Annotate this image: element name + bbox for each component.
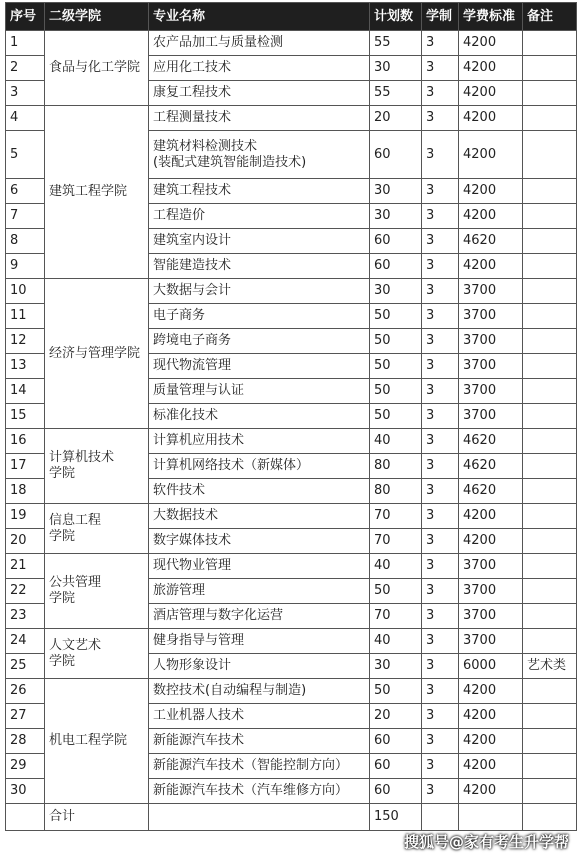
row-no: 11 — [6, 304, 45, 329]
plan-count: 60 — [370, 779, 422, 804]
tuition-fee: 3700 — [459, 379, 523, 404]
row-no: 14 — [6, 379, 45, 404]
table-row — [6, 106, 577, 131]
plan-count: 60 — [370, 754, 422, 779]
college-name: 经济与管理学院 — [45, 279, 149, 429]
header-college: 二级学院 — [45, 3, 149, 31]
major-name: 农产品加工与质量检测 — [149, 31, 370, 56]
major-name: 建筑材料检测技术 (装配式建筑智能制造技术) — [149, 131, 370, 179]
college-name: 公共管理 学院 — [45, 554, 149, 629]
empty-cell — [459, 804, 523, 831]
row-no: 9 — [6, 254, 45, 279]
row-no: 6 — [6, 179, 45, 204]
tuition-fee: 3700 — [459, 304, 523, 329]
note — [523, 56, 577, 81]
plan-count: 40 — [370, 554, 422, 579]
table-row — [6, 679, 577, 704]
row-no: 17 — [6, 454, 45, 479]
major-name: 大数据与会计 — [149, 279, 370, 304]
tuition-fee: 4200 — [459, 204, 523, 229]
note — [523, 554, 577, 579]
note: 艺术类 — [523, 654, 577, 679]
study-years: 3 — [422, 704, 459, 729]
study-years: 3 — [422, 279, 459, 304]
tuition-fee: 4620 — [459, 479, 523, 504]
plan-count: 30 — [370, 56, 422, 81]
tuition-fee: 4200 — [459, 704, 523, 729]
row-no: 26 — [6, 679, 45, 704]
study-years: 3 — [422, 106, 459, 131]
row-no: 4 — [6, 106, 45, 131]
tuition-fee: 3700 — [459, 554, 523, 579]
row-no: 23 — [6, 604, 45, 629]
total-label: 合计 — [45, 804, 149, 831]
note — [523, 131, 577, 179]
plan-count: 30 — [370, 179, 422, 204]
study-years: 3 — [422, 56, 459, 81]
study-years: 3 — [422, 679, 459, 704]
study-years: 3 — [422, 354, 459, 379]
tuition-fee: 4200 — [459, 504, 523, 529]
college-name: 建筑工程学院 — [45, 106, 149, 279]
major-name: 康复工程技术 — [149, 81, 370, 106]
major-name: 新能源汽车技术（汽车维修方向） — [149, 779, 370, 804]
study-years: 3 — [422, 179, 459, 204]
study-years: 3 — [422, 204, 459, 229]
row-no: 20 — [6, 529, 45, 554]
study-years: 3 — [422, 479, 459, 504]
row-no: 21 — [6, 554, 45, 579]
major-name: 计算机应用技术 — [149, 429, 370, 454]
major-name: 应用化工技术 — [149, 56, 370, 81]
tuition-fee: 4200 — [459, 254, 523, 279]
study-years: 3 — [422, 554, 459, 579]
college-name: 机电工程学院 — [45, 679, 149, 804]
note — [523, 81, 577, 106]
note — [523, 279, 577, 304]
major-name: 新能源汽车技术 — [149, 729, 370, 754]
note — [523, 704, 577, 729]
row-no: 2 — [6, 56, 45, 81]
study-years: 3 — [422, 304, 459, 329]
college-name: 信息工程 学院 — [45, 504, 149, 554]
note — [523, 229, 577, 254]
plan-count: 50 — [370, 329, 422, 354]
plan-count: 60 — [370, 729, 422, 754]
plan-count: 80 — [370, 479, 422, 504]
major-name: 建筑工程技术 — [149, 179, 370, 204]
plan-count: 20 — [370, 106, 422, 131]
plan-count: 70 — [370, 604, 422, 629]
major-name: 计算机网络技术（新媒体） — [149, 454, 370, 479]
study-years: 3 — [422, 329, 459, 354]
college-name: 计算机技术 学院 — [45, 429, 149, 504]
plan-count: 60 — [370, 131, 422, 179]
major-name: 酒店管理与数字化运营 — [149, 604, 370, 629]
table-row — [6, 279, 577, 304]
row-no: 27 — [6, 704, 45, 729]
tuition-fee: 4200 — [459, 31, 523, 56]
plan-count: 70 — [370, 529, 422, 554]
row-no: 13 — [6, 354, 45, 379]
study-years: 3 — [422, 131, 459, 179]
note — [523, 354, 577, 379]
row-no: 30 — [6, 779, 45, 804]
plan-count: 55 — [370, 81, 422, 106]
plan-count: 50 — [370, 404, 422, 429]
study-years: 3 — [422, 254, 459, 279]
plan-count: 30 — [370, 654, 422, 679]
study-years: 3 — [422, 579, 459, 604]
note — [523, 254, 577, 279]
plan-count: 50 — [370, 379, 422, 404]
study-years: 3 — [422, 629, 459, 654]
tuition-fee: 4200 — [459, 131, 523, 179]
major-name: 标准化技术 — [149, 404, 370, 429]
plan-count: 40 — [370, 629, 422, 654]
study-years: 3 — [422, 729, 459, 754]
study-years: 3 — [422, 454, 459, 479]
study-years: 3 — [422, 379, 459, 404]
study-years: 3 — [422, 779, 459, 804]
note — [523, 479, 577, 504]
tuition-fee: 4200 — [459, 729, 523, 754]
empty-cell — [523, 804, 577, 831]
row-no: 29 — [6, 754, 45, 779]
major-name: 数控技术(自动编程与制造) — [149, 679, 370, 704]
study-years: 3 — [422, 404, 459, 429]
row-no: 15 — [6, 404, 45, 429]
note — [523, 754, 577, 779]
plan-count: 30 — [370, 204, 422, 229]
table-row — [6, 31, 577, 56]
row-no: 24 — [6, 629, 45, 654]
note — [523, 679, 577, 704]
plan-count: 60 — [370, 254, 422, 279]
major-name: 现代物流管理 — [149, 354, 370, 379]
tuition-fee: 4200 — [459, 754, 523, 779]
tuition-fee: 3700 — [459, 404, 523, 429]
enrollment-table — [5, 2, 577, 831]
tuition-fee: 4200 — [459, 779, 523, 804]
tuition-fee: 4620 — [459, 454, 523, 479]
note — [523, 504, 577, 529]
row-no: 1 — [6, 31, 45, 56]
table-row — [6, 629, 577, 654]
study-years: 3 — [422, 604, 459, 629]
study-years: 3 — [422, 81, 459, 106]
total-plan: 150 — [370, 804, 422, 831]
row-no: 10 — [6, 279, 45, 304]
major-name: 建筑室内设计 — [149, 229, 370, 254]
note — [523, 179, 577, 204]
empty-cell — [6, 804, 45, 831]
note — [523, 329, 577, 354]
note — [523, 429, 577, 454]
major-name: 人物形象设计 — [149, 654, 370, 679]
tuition-fee: 4620 — [459, 229, 523, 254]
note — [523, 629, 577, 654]
table-row — [6, 429, 577, 454]
row-no: 25 — [6, 654, 45, 679]
note — [523, 304, 577, 329]
row-no: 3 — [6, 81, 45, 106]
study-years: 3 — [422, 31, 459, 56]
note — [523, 729, 577, 754]
college-name: 食品与化工学院 — [45, 31, 149, 106]
note — [523, 204, 577, 229]
table-row — [6, 554, 577, 579]
major-name: 工业机器人技术 — [149, 704, 370, 729]
watermark: 搜狐号@家有考生升学帮 — [403, 833, 569, 851]
table-header — [6, 3, 577, 31]
note — [523, 31, 577, 56]
study-years: 3 — [422, 654, 459, 679]
total-row — [6, 804, 577, 831]
study-years: 3 — [422, 229, 459, 254]
header-years: 学制 — [422, 3, 459, 31]
tuition-fee: 3700 — [459, 354, 523, 379]
tuition-fee: 3700 — [459, 279, 523, 304]
row-no: 28 — [6, 729, 45, 754]
plan-count: 40 — [370, 429, 422, 454]
header-major: 专业名称 — [149, 3, 370, 31]
tuition-fee: 4200 — [459, 56, 523, 81]
study-years: 3 — [422, 504, 459, 529]
note — [523, 404, 577, 429]
study-years: 3 — [422, 529, 459, 554]
tuition-fee: 4200 — [459, 81, 523, 106]
plan-count: 60 — [370, 229, 422, 254]
tuition-fee: 4620 — [459, 429, 523, 454]
tuition-fee: 3700 — [459, 579, 523, 604]
empty-cell — [422, 804, 459, 831]
plan-count: 50 — [370, 354, 422, 379]
plan-count: 50 — [370, 304, 422, 329]
plan-count: 20 — [370, 704, 422, 729]
major-name: 软件技术 — [149, 479, 370, 504]
plan-count: 80 — [370, 454, 422, 479]
row-no: 16 — [6, 429, 45, 454]
row-no: 7 — [6, 204, 45, 229]
note — [523, 604, 577, 629]
tuition-fee: 3700 — [459, 329, 523, 354]
major-name: 大数据技术 — [149, 504, 370, 529]
row-no: 5 — [6, 131, 45, 179]
major-name: 跨境电子商务 — [149, 329, 370, 354]
major-name: 工程测量技术 — [149, 106, 370, 131]
plan-count: 55 — [370, 31, 422, 56]
note — [523, 779, 577, 804]
major-name: 数字媒体技术 — [149, 529, 370, 554]
tuition-fee: 4200 — [459, 529, 523, 554]
note — [523, 454, 577, 479]
row-no: 8 — [6, 229, 45, 254]
header-no: 序号 — [6, 3, 45, 31]
major-name: 健身指导与管理 — [149, 629, 370, 654]
empty-cell — [149, 804, 370, 831]
note — [523, 579, 577, 604]
major-name: 质量管理与认证 — [149, 379, 370, 404]
table-body — [6, 31, 577, 831]
major-name: 工程造价 — [149, 204, 370, 229]
row-no: 19 — [6, 504, 45, 529]
major-name: 电子商务 — [149, 304, 370, 329]
row-no: 22 — [6, 579, 45, 604]
table-row — [6, 504, 577, 529]
major-name: 现代物业管理 — [149, 554, 370, 579]
tuition-fee: 6000 — [459, 654, 523, 679]
header-note: 备注 — [523, 3, 577, 31]
study-years: 3 — [422, 429, 459, 454]
major-name: 旅游管理 — [149, 579, 370, 604]
header-fee: 学费标准 — [459, 3, 523, 31]
major-name: 智能建造技术 — [149, 254, 370, 279]
plan-count: 30 — [370, 279, 422, 304]
note — [523, 106, 577, 131]
tuition-fee: 4200 — [459, 679, 523, 704]
note — [523, 379, 577, 404]
row-no: 18 — [6, 479, 45, 504]
tuition-fee: 4200 — [459, 106, 523, 131]
tuition-fee: 4200 — [459, 179, 523, 204]
header-plan: 计划数 — [370, 3, 422, 31]
study-years: 3 — [422, 754, 459, 779]
plan-count: 50 — [370, 579, 422, 604]
college-name: 人文艺术 学院 — [45, 629, 149, 679]
tuition-fee: 3700 — [459, 604, 523, 629]
tuition-fee: 3700 — [459, 629, 523, 654]
major-name: 新能源汽车技术（智能控制方向） — [149, 754, 370, 779]
row-no: 12 — [6, 329, 45, 354]
plan-count: 50 — [370, 679, 422, 704]
note — [523, 529, 577, 554]
plan-count: 70 — [370, 504, 422, 529]
